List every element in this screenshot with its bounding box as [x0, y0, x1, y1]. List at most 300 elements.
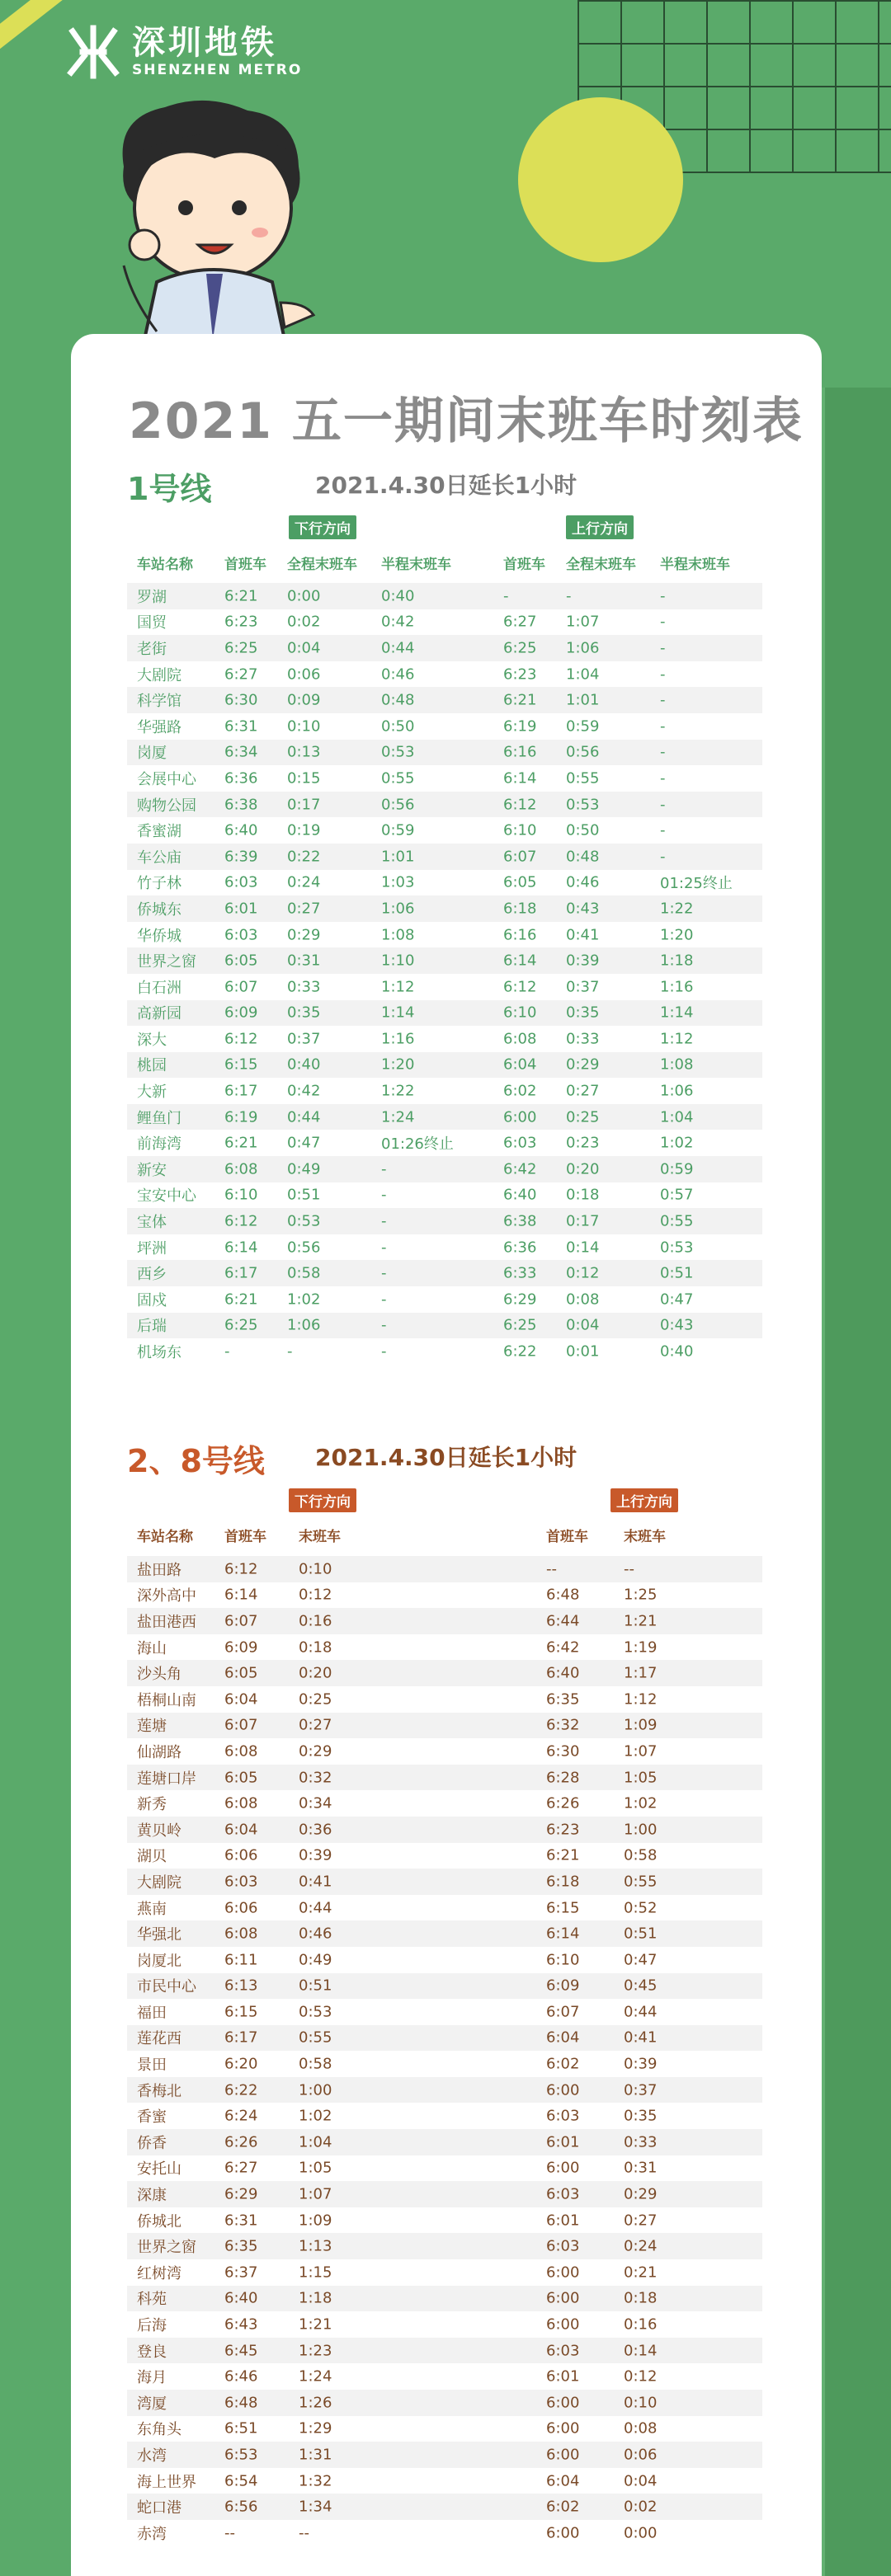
time-cell: 6:19: [224, 1108, 258, 1126]
time-cell: 6:37: [224, 2263, 258, 2282]
time-cell: 6:10: [503, 821, 537, 839]
time-cell: 6:28: [546, 1769, 580, 1787]
table-row: [127, 1000, 762, 1027]
time-cell: -: [660, 821, 666, 839]
time-cell: 0:12: [299, 1586, 332, 1604]
table-row: [127, 1686, 762, 1713]
time-cell: 0:02: [624, 2498, 658, 2516]
time-cell: 0:56: [381, 796, 415, 814]
time-cell: 1:12: [381, 978, 415, 996]
time-cell: 6:03: [546, 2185, 580, 2203]
station-name-cell: 车公庙: [137, 848, 182, 867]
time-cell: 6:16: [503, 743, 537, 761]
time-cell: -: [503, 587, 509, 605]
station-name-cell: 福田: [137, 2004, 167, 2022]
station-name-cell: 莲塘: [137, 1718, 167, 1736]
station-name-cell: 西乡: [137, 1266, 167, 1284]
station-name-cell: 莲花西: [137, 2030, 182, 2048]
table-row: [127, 1208, 762, 1234]
time-cell: 6:04: [546, 2472, 580, 2490]
time-cell: 6:05: [503, 873, 537, 891]
time-cell: 0:52: [624, 1899, 658, 1917]
time-cell: 6:46: [224, 2367, 258, 2386]
table-row: [127, 2311, 762, 2338]
time-cell: 6:04: [224, 1821, 258, 1839]
time-cell: 0:33: [287, 978, 321, 996]
time-cell: 0:59: [660, 1160, 694, 1178]
time-cell: -: [660, 587, 666, 605]
time-cell: 1:24: [381, 1108, 415, 1126]
time-cell: 0:35: [624, 2107, 658, 2125]
header-first-train-up: 首班车: [546, 1529, 588, 1545]
time-cell: 6:07: [503, 848, 537, 866]
station-name-cell: 后海: [137, 2317, 167, 2335]
time-cell: 6:30: [224, 691, 258, 709]
time-cell: 0:01: [566, 1342, 600, 1361]
time-cell: 6:03: [224, 926, 258, 944]
table-row: [127, 609, 762, 636]
time-cell: 1:16: [381, 1030, 415, 1048]
time-cell: 0:37: [287, 1030, 321, 1048]
time-cell: -: [660, 639, 666, 657]
station-name-cell: 世界之窗: [137, 2239, 196, 2257]
table-row: [127, 1999, 762, 2025]
time-cell: 0:32: [299, 1769, 332, 1787]
station-name-cell: 华强路: [137, 718, 182, 736]
time-cell: 0:43: [566, 900, 600, 918]
time-cell: 0:27: [299, 1716, 332, 1734]
time-cell: 6:42: [546, 1638, 580, 1657]
time-cell: -: [660, 769, 666, 787]
time-cell: 6:35: [224, 2237, 258, 2255]
table-row: [127, 1973, 762, 2000]
time-cell: 1:02: [660, 1134, 694, 1152]
time-cell: 0:41: [624, 2028, 658, 2047]
table-row: [127, 2442, 762, 2468]
time-cell: 0:29: [566, 1055, 600, 1074]
time-cell: 6:53: [224, 2446, 258, 2464]
time-cell: 0:14: [624, 2342, 658, 2360]
table-row: [127, 870, 762, 896]
line1-note: 2021.4.30日延长1小时: [315, 472, 578, 499]
table-row: [127, 1869, 762, 1895]
time-cell: 6:12: [224, 1560, 258, 1578]
time-cell: 0:29: [624, 2185, 658, 2203]
time-cell: -: [660, 796, 666, 814]
time-cell: 6:40: [224, 821, 258, 839]
station-name-cell: 沙头角: [137, 1666, 182, 1684]
table-row: [127, 713, 762, 740]
station-name-cell: 安托山: [137, 2160, 182, 2179]
time-cell: 0:20: [566, 1160, 600, 1178]
time-cell: 0:58: [299, 2055, 332, 2073]
time-cell: 0:40: [660, 1342, 694, 1361]
time-cell: 0:47: [624, 1951, 658, 1969]
time-cell: 0:24: [287, 873, 321, 891]
time-cell: 0:53: [381, 743, 415, 761]
time-cell: 6:12: [224, 1212, 258, 1230]
line2-down-direction-badge: 下行方向: [289, 1488, 356, 1512]
time-cell: 0:13: [287, 743, 321, 761]
time-cell: 6:15: [224, 1055, 258, 1074]
time-cell: 1:14: [381, 1004, 415, 1022]
time-cell: 6:38: [503, 1212, 537, 1230]
time-cell: 6:07: [224, 1716, 258, 1734]
time-cell: 6:32: [546, 1716, 580, 1734]
time-cell: 6:05: [224, 1664, 258, 1682]
station-name-cell: 盐田路: [137, 1561, 182, 1579]
time-cell: 6:00: [546, 2419, 580, 2437]
station-name-cell: 罗湖: [137, 588, 167, 606]
time-cell: 6:09: [224, 1004, 258, 1022]
time-cell: 0:27: [624, 2212, 658, 2230]
metro-logo-icon: [64, 23, 122, 81]
time-cell: 6:03: [224, 1873, 258, 1891]
time-cell: -: [381, 1212, 387, 1230]
time-cell: 1:18: [299, 2289, 332, 2307]
time-cell: 0:18: [299, 1638, 332, 1657]
time-cell: 6:02: [503, 1082, 537, 1100]
time-cell: 6:40: [224, 2289, 258, 2307]
header-station: 车站名称: [137, 557, 193, 573]
time-cell: 0:57: [660, 1186, 694, 1204]
time-cell: 0:44: [287, 1108, 321, 1126]
time-cell: 0:21: [624, 2263, 658, 2282]
station-name-cell: 香蜜: [137, 2108, 167, 2127]
time-cell: 6:15: [546, 1899, 580, 1917]
time-cell: 0:02: [287, 613, 321, 631]
table-row: [127, 2338, 762, 2364]
time-cell: 1:08: [660, 1055, 694, 1074]
page-title: 2021 五一期间末班车时刻表: [129, 393, 804, 450]
header-full-last-up: 全程末班车: [566, 557, 636, 573]
table-row: [127, 1713, 762, 1739]
time-cell: 1:07: [299, 2185, 332, 2203]
time-cell: 1:12: [660, 1030, 694, 1048]
time-cell: 6:56: [224, 2498, 258, 2516]
table-row: [127, 2259, 762, 2286]
station-name-cell: 海上世界: [137, 2473, 196, 2491]
station-name-cell: 海月: [137, 2369, 167, 2387]
time-cell: 0:50: [381, 717, 415, 736]
brand-name-cn: 深圳地铁: [132, 24, 277, 62]
time-cell: 0:04: [566, 1316, 600, 1334]
time-cell: 1:18: [660, 952, 694, 970]
time-cell: 6:25: [224, 639, 258, 657]
yellow-circle-decoration: [518, 97, 683, 262]
time-cell: 6:17: [224, 1264, 258, 1282]
time-cell: 0:51: [624, 1925, 658, 1943]
table-row: [127, 1130, 762, 1156]
time-cell: 6:23: [224, 613, 258, 631]
time-cell: -: [381, 1264, 387, 1282]
line1-up-direction-badge: 上行方向: [566, 515, 634, 539]
time-cell: 1:06: [287, 1316, 321, 1334]
station-name-cell: 红树湾: [137, 2264, 182, 2282]
station-name-cell: 大剧院: [137, 1873, 182, 1892]
time-cell: 6:03: [546, 2342, 580, 2360]
table-row: [127, 2181, 762, 2207]
time-cell: 6:01: [546, 2212, 580, 2230]
time-cell: 0:10: [287, 717, 321, 736]
time-cell: 1:34: [299, 2498, 332, 2516]
table-row: [127, 974, 762, 1000]
time-cell: 0:55: [381, 769, 415, 787]
time-cell: 6:22: [224, 2081, 258, 2099]
time-cell: 0:12: [566, 1264, 600, 1282]
time-cell: 6:12: [503, 978, 537, 996]
time-cell: 6:11: [224, 1951, 258, 1969]
time-cell: 1:00: [299, 2081, 332, 2099]
table-row: [127, 2468, 762, 2494]
time-cell: 1:21: [299, 2315, 332, 2334]
time-cell: 6:38: [224, 796, 258, 814]
time-cell: 6:54: [224, 2472, 258, 2490]
station-name-cell: 白石洲: [137, 979, 182, 997]
time-cell: 0:46: [381, 665, 415, 684]
time-cell: 0:14: [566, 1239, 600, 1257]
station-name-cell: 湾厦: [137, 2395, 167, 2413]
time-cell: 6:04: [224, 1690, 258, 1709]
time-cell: 0:56: [287, 1239, 321, 1257]
line2-note: 2021.4.30日延长1小时: [315, 1444, 578, 1471]
time-cell: 6:08: [224, 1742, 258, 1760]
time-cell: 6:00: [546, 2159, 580, 2177]
time-cell: 0:00: [287, 587, 321, 605]
time-cell: 0:58: [624, 1846, 658, 1864]
time-cell: 0:41: [299, 1873, 332, 1891]
time-cell: 0:53: [287, 1212, 321, 1230]
station-name-cell: 登良: [137, 2343, 167, 2361]
station-name-cell: 东角头: [137, 2421, 182, 2439]
time-cell: 0:46: [566, 873, 600, 891]
time-cell: 6:23: [546, 1821, 580, 1839]
time-cell: 0:16: [299, 1612, 332, 1630]
table-row: [127, 922, 762, 948]
time-cell: -: [381, 1186, 387, 1204]
table-row: [127, 2233, 762, 2259]
time-cell: --: [224, 2524, 235, 2542]
station-name-cell: 盐田港西: [137, 1613, 196, 1631]
time-cell: 0:41: [566, 926, 600, 944]
table-row: [127, 687, 762, 713]
time-cell: 6:23: [503, 665, 537, 684]
time-cell: 6:26: [224, 2133, 258, 2151]
station-name-cell: 竹子林: [137, 875, 182, 893]
time-cell: 6:10: [224, 1186, 258, 1204]
time-cell: 0:17: [566, 1212, 600, 1230]
station-name-cell: 赤湾: [137, 2525, 167, 2543]
time-cell: 0:00: [624, 2524, 658, 2542]
time-cell: 0:47: [660, 1290, 694, 1309]
time-cell: 0:40: [381, 587, 415, 605]
time-cell: 0:55: [660, 1212, 694, 1230]
time-cell: 0:47: [287, 1134, 321, 1152]
time-cell: 0:44: [381, 639, 415, 657]
time-cell: 0:25: [299, 1690, 332, 1709]
time-cell: 6:14: [224, 1586, 258, 1604]
time-cell: 0:08: [566, 1290, 600, 1309]
time-cell: 1:06: [381, 900, 415, 918]
time-cell: 6:40: [546, 1664, 580, 1682]
time-cell: 6:08: [224, 1925, 258, 1943]
time-cell: -: [660, 691, 666, 709]
time-cell: 6:27: [224, 2159, 258, 2177]
time-cell: 0:46: [299, 1925, 332, 1943]
table-row: [127, 1026, 762, 1052]
table-row: [127, 2051, 762, 2077]
time-cell: 6:21: [224, 587, 258, 605]
time-cell: 1:22: [381, 1082, 415, 1100]
station-name-cell: 岗厦: [137, 745, 167, 763]
time-cell: 0:51: [287, 1186, 321, 1204]
time-cell: 6:27: [503, 613, 537, 631]
time-cell: 6:39: [224, 848, 258, 866]
time-cell: 6:00: [546, 2446, 580, 2464]
time-cell: 1:19: [624, 1638, 658, 1657]
time-cell: 6:48: [546, 1586, 580, 1604]
time-cell: 1:05: [624, 1769, 658, 1787]
time-cell: 0:27: [287, 900, 321, 918]
table-row: [127, 635, 762, 661]
time-cell: 6:00: [503, 1108, 537, 1126]
time-cell: -: [224, 1342, 230, 1361]
time-cell: -: [287, 1342, 293, 1361]
time-cell: 6:45: [224, 2342, 258, 2360]
time-cell: 1:32: [299, 2472, 332, 2490]
time-cell: 1:21: [624, 1612, 658, 1630]
time-cell: 0:09: [287, 691, 321, 709]
time-cell: 6:08: [503, 1030, 537, 1048]
time-cell: 6:17: [224, 2028, 258, 2047]
time-cell: 6:44: [546, 1612, 580, 1630]
time-cell: 6:21: [503, 691, 537, 709]
station-name-cell: 机场东: [137, 1344, 182, 1362]
table-row: [127, 2363, 762, 2390]
station-name-cell: 科苑: [137, 2291, 167, 2309]
header-half-last-up: 半程末班车: [660, 557, 730, 573]
station-name-cell: 新安: [137, 1161, 167, 1179]
time-cell: 6:10: [546, 1951, 580, 1969]
time-cell: 0:33: [566, 1030, 600, 1048]
time-cell: 1:02: [287, 1290, 321, 1309]
time-cell: 1:23: [299, 2342, 332, 2360]
table-row: [127, 2286, 762, 2312]
station-name-cell: 湖贝: [137, 1848, 167, 1866]
time-cell: 1:09: [624, 1716, 658, 1734]
table-row: [127, 2207, 762, 2234]
time-cell: 6:33: [503, 1264, 537, 1282]
time-cell: -: [381, 1316, 387, 1334]
time-cell: 6:06: [224, 1846, 258, 1864]
shenzhen-metro-logo: [64, 23, 302, 81]
time-cell: 6:25: [224, 1316, 258, 1334]
time-cell: 6:01: [224, 900, 258, 918]
time-cell: 1:04: [566, 665, 600, 684]
time-cell: -: [660, 717, 666, 736]
station-name-cell: 宝安中心: [137, 1187, 196, 1206]
time-cell: 6:09: [224, 1638, 258, 1657]
table-row: [127, 2103, 762, 2129]
time-cell: 0:10: [299, 1560, 332, 1578]
station-name-cell: 国贸: [137, 614, 167, 632]
time-cell: 0:39: [299, 1846, 332, 1864]
time-cell: 0:06: [287, 665, 321, 684]
time-cell: 1:01: [381, 848, 415, 866]
time-cell: -: [566, 587, 572, 605]
time-cell: 6:03: [546, 2107, 580, 2125]
table-row: [127, 817, 762, 844]
time-cell: 6:14: [503, 952, 537, 970]
station-name-cell: 固戍: [137, 1291, 167, 1309]
time-cell: 0:42: [287, 1082, 321, 1100]
time-cell: 6:01: [546, 2367, 580, 2386]
station-name-cell: 会展中心: [137, 770, 196, 788]
time-cell: 6:04: [503, 1055, 537, 1074]
time-cell: 0:34: [299, 1794, 332, 1812]
time-cell: 1:15: [299, 2263, 332, 2282]
line1-down-direction-badge: 下行方向: [289, 515, 356, 539]
table-row: [127, 1338, 762, 1365]
time-cell: 1:02: [624, 1794, 658, 1812]
time-cell: 6:12: [224, 1030, 258, 1048]
header-station: 车站名称: [137, 1529, 193, 1545]
header-first-train-down: 首班车: [224, 1529, 266, 1545]
time-cell: 6:35: [546, 1690, 580, 1709]
time-cell: 0:42: [381, 613, 415, 631]
line1-title: 1号线: [127, 471, 212, 507]
time-cell: 6:03: [224, 873, 258, 891]
time-cell: 6:03: [503, 1134, 537, 1152]
time-cell: 0:39: [624, 2055, 658, 2073]
time-cell: -: [381, 1239, 387, 1257]
time-cell: 6:36: [224, 769, 258, 787]
time-cell: 0:29: [287, 926, 321, 944]
station-name-cell: 侨城北: [137, 2212, 182, 2230]
time-cell: 6:13: [224, 1977, 258, 1995]
station-name-cell: 新秀: [137, 1796, 167, 1814]
time-cell: 6:06: [224, 1899, 258, 1917]
time-cell: 0:50: [566, 821, 600, 839]
time-cell: 1:13: [299, 2237, 332, 2255]
station-name-cell: 科学馆: [137, 693, 182, 711]
time-cell: -: [381, 1342, 387, 1361]
time-cell: 0:20: [299, 1664, 332, 1682]
time-cell: 6:42: [503, 1160, 537, 1178]
table-row: [127, 2520, 762, 2546]
station-name-cell: 桃园: [137, 1057, 167, 1075]
time-cell: 0:29: [299, 1742, 332, 1760]
station-name-cell: 侨城东: [137, 900, 182, 919]
time-cell: 0:55: [299, 2028, 332, 2047]
time-cell: 1:25: [624, 1586, 658, 1604]
time-cell: 0:58: [287, 1264, 321, 1282]
table-row: [127, 1843, 762, 1869]
time-cell: -: [660, 613, 666, 631]
table-row: [127, 1052, 762, 1079]
time-cell: 6:08: [224, 1160, 258, 1178]
time-cell: 1:02: [299, 2107, 332, 2125]
time-cell: 1:10: [381, 952, 415, 970]
time-cell: 6:00: [546, 2289, 580, 2307]
time-cell: 6:48: [224, 2394, 258, 2412]
header-half-last-down: 半程末班车: [381, 557, 451, 573]
table-row: [127, 2390, 762, 2416]
time-cell: 0:23: [566, 1134, 600, 1152]
time-cell: 0:53: [660, 1239, 694, 1257]
table-row: [127, 765, 762, 792]
time-cell: 1:05: [299, 2159, 332, 2177]
